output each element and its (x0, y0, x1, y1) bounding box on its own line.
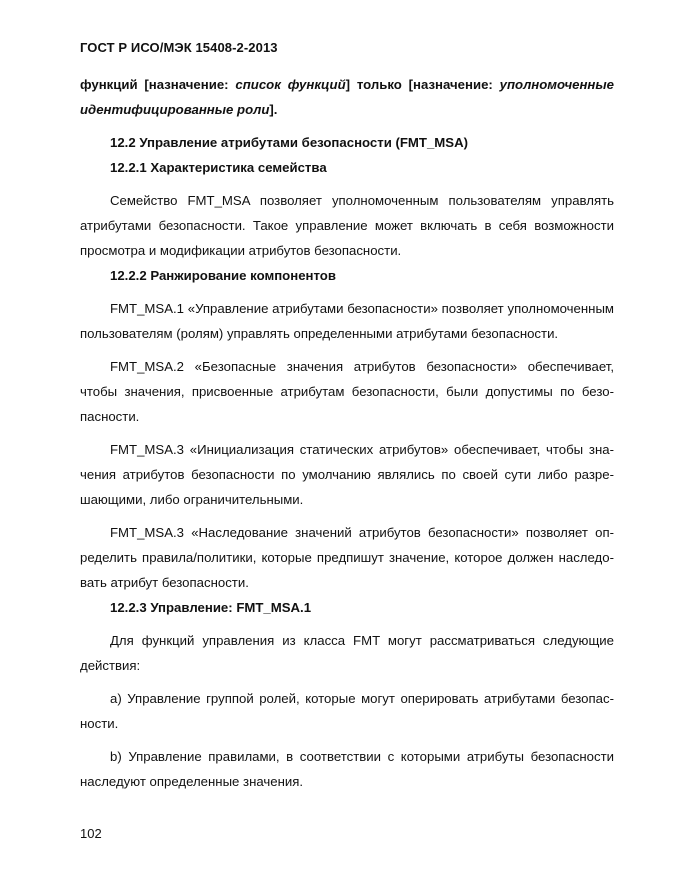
intro-italic-2: уполномоченные идентифицированные роли (80, 77, 614, 117)
intro-text-2: ] только [назначение: (345, 77, 500, 92)
paragraph-fmt-msa-3-inherit: FMT_MSA.3 «Наследование значений атрибутов безопасности» позволяет определить правила/политики, которые предпишут значение, которое должен наследовать атрибут безопасности. (80, 525, 614, 590)
intro-text-3: ]. (269, 102, 278, 117)
page-number: 102 (80, 826, 102, 841)
intro-italic-1: список функций (235, 77, 346, 92)
document-header: ГОСТ Р ИСО/МЭК 15408-2-2013 (80, 40, 278, 55)
list-item-a: a) Управление группой ролей, которые могут оперировать атрибутами безопасности. (80, 691, 614, 731)
paragraph-fmt-msa-2: FMT_MSA.2 «Безопасные значения атрибутов безопасности» обеспечивает, чтобы значения, присвоенные атрибутам безопасности, были допустимы по безопасности. (80, 359, 614, 424)
subsection-heading-1: 12.2.1 Характеристика семейства (110, 160, 327, 175)
intro-paragraph (80, 72, 614, 122)
list-item-b: b) Управление правилами, в соответствии с которыми атрибуты безопасности наследуют определенные значения. (80, 749, 614, 789)
page-content (80, 72, 614, 794)
subsection-heading-3: 12.2.3 Управление: FMT_MSA.1 (110, 600, 312, 615)
section-heading: 12.2 Управление атрибутами безопасности (FMT_MSA) (110, 135, 468, 150)
paragraph-family-description: Семейство FMT_MSA позволяет уполномоченным пользователям управлять атрибутами безопасности. Такое управление может включать в себя возможности просмотра и модификации атрибутов безопасности. (80, 193, 614, 258)
subsection-heading-2: 12.2.2 Ранжирование компонентов (110, 268, 336, 283)
paragraph-management-actions: Для функций управления из класса FMT могут рассматриваться следующие действия: (80, 633, 614, 673)
paragraph-fmt-msa-1: FMT_MSA.1 «Управление атрибутами безопасности» позволяет уполномоченным пользователям (ролям) управлять определенными атрибутами безопасности. (80, 301, 614, 341)
paragraph-fmt-msa-3-init: FMT_MSA.3 «Инициализация статических атрибутов» обеспечивает, чтобы значения атрибутов безопасности по умолчанию являлись по своей сути либо разрешающими, либо ограничительными. (80, 442, 614, 507)
intro-text-1: функций [назначение: (80, 77, 236, 92)
